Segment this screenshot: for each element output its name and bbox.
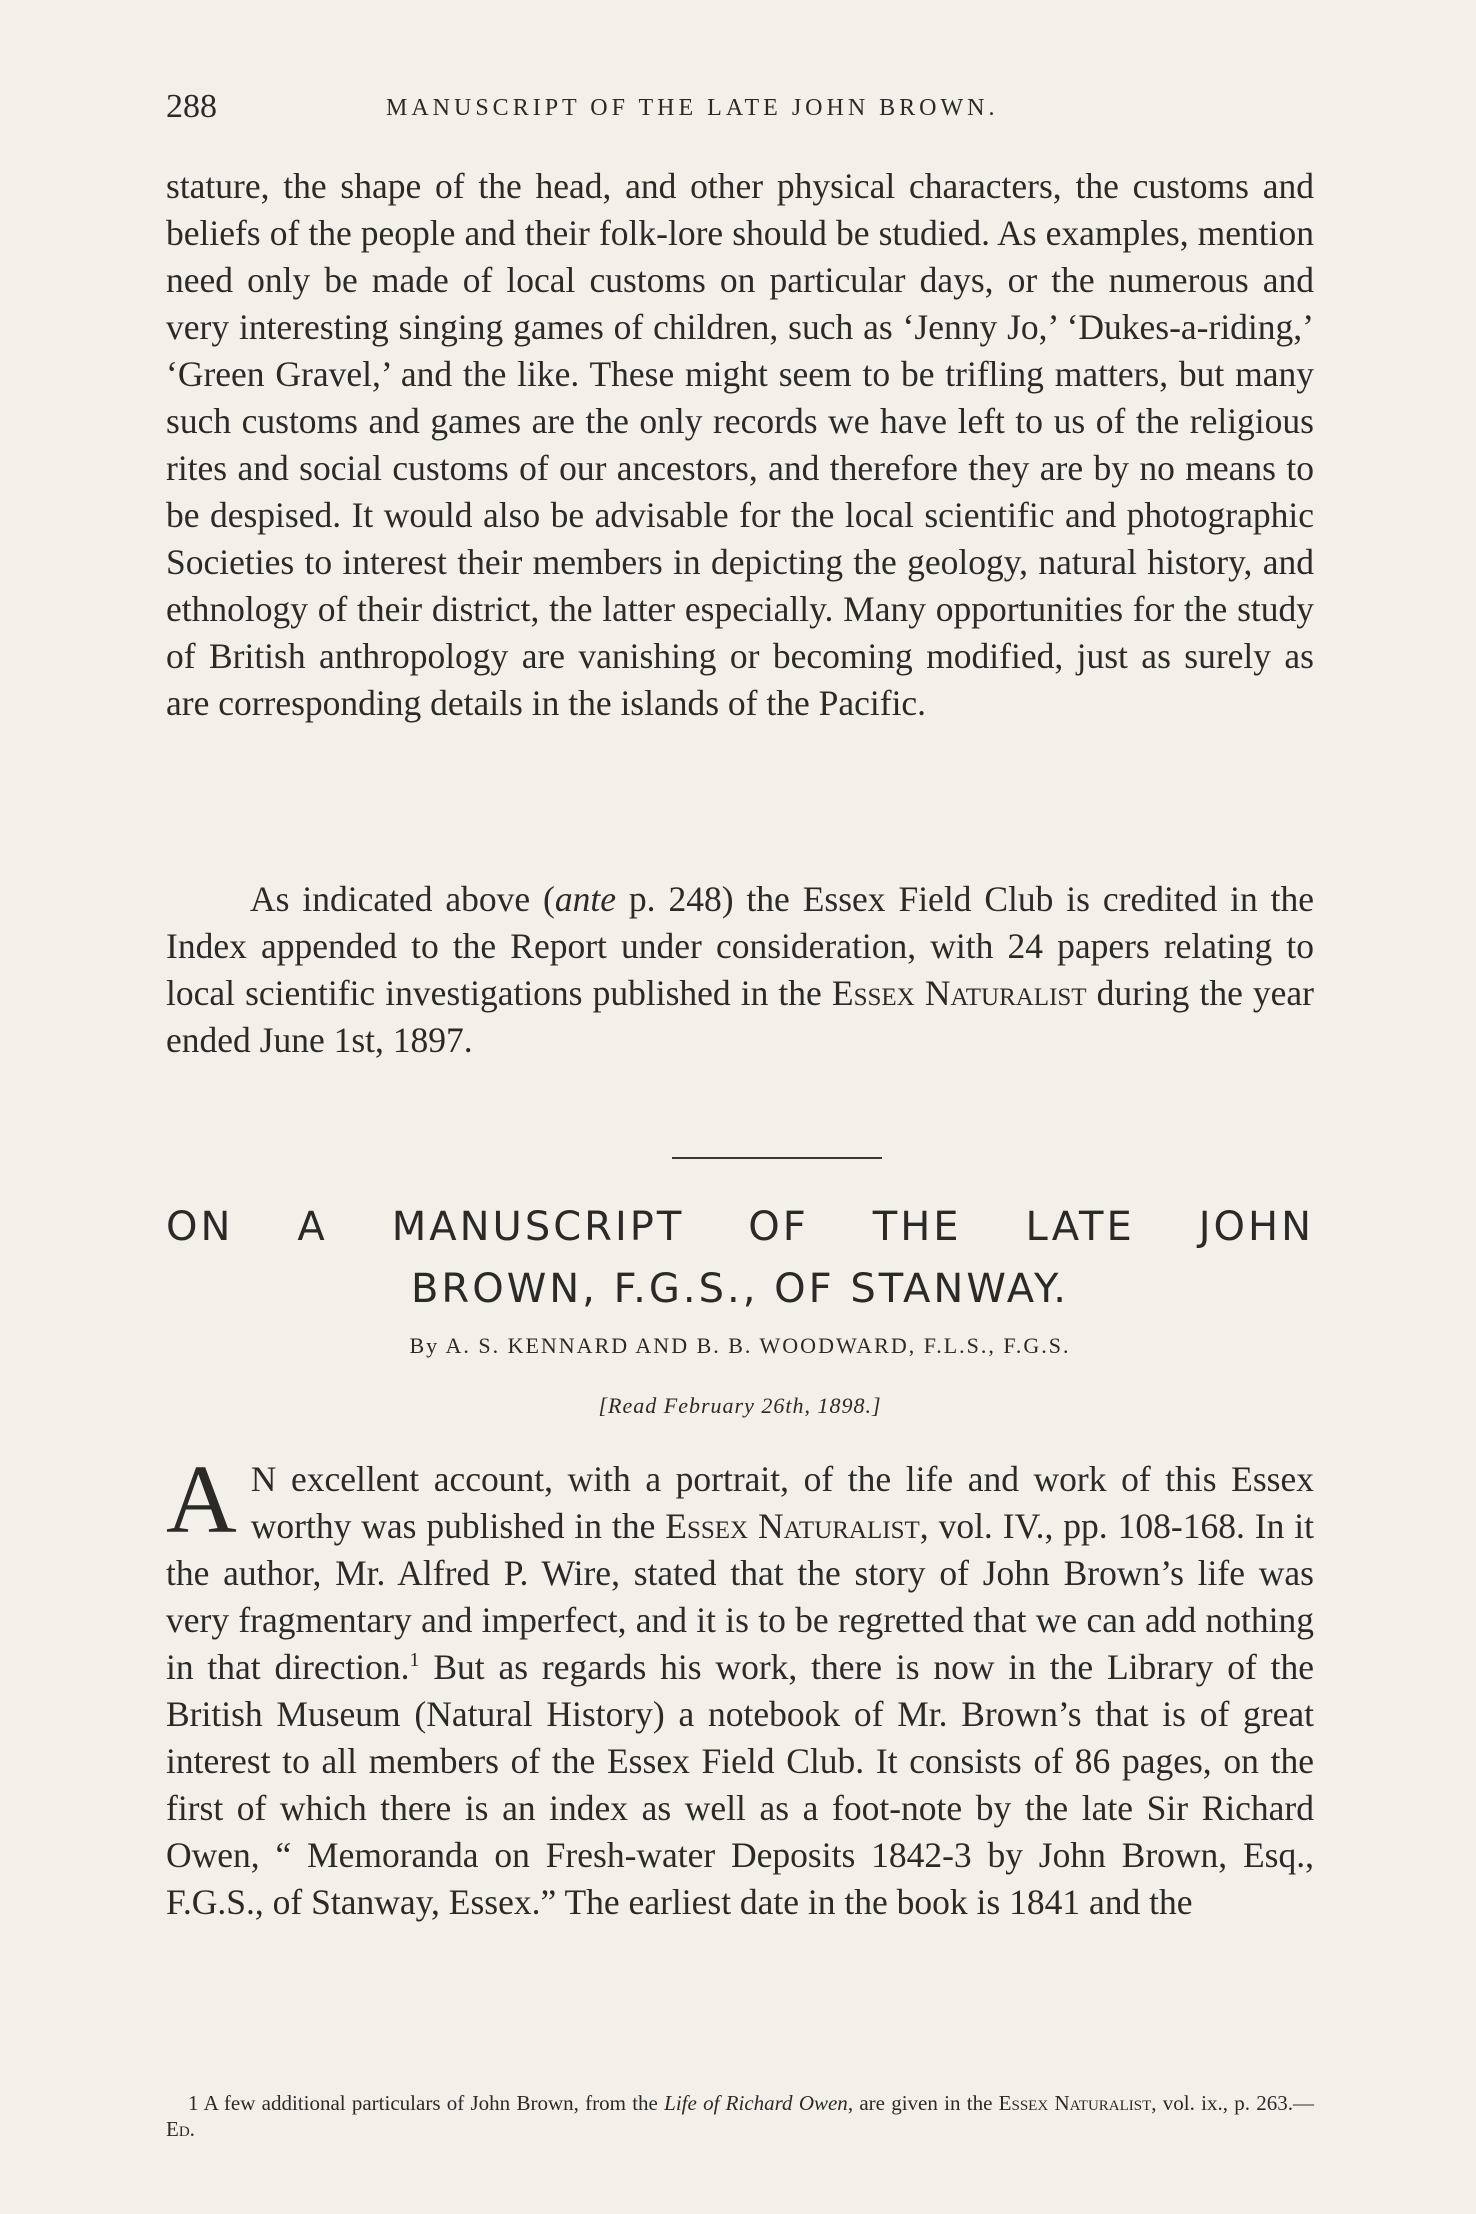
paragraph-2	[166, 876, 1314, 1064]
footnote-part-b: , are given in the	[847, 2091, 999, 2115]
footnote-part-c: , vol. ix., p. 263.—	[1151, 2091, 1315, 2115]
paragraph-2-italic: ante	[554, 879, 617, 919]
paragraph-3-part-c: But as regards his work, there is now in the Library of the British Museum (Natural History) a notebook of Mr. Brown’s that is of great interest to all members of the Essex Field Club. It consists of 86 pages, on the first of which there is an index as well as a foot-note by the late Sir Richard Owen, “ Memoranda on Fresh-water Deposits 1842-3 by John Brown, Esq., F.G.S., of Stanway, Essex.” The earliest date in the book is 1841 and the	[166, 1647, 1314, 1922]
article-byline: By A. S. KENNARD AND B. B. WOODWARD, F.L.S., F.G.S.	[409, 1333, 1071, 1358]
paragraph-2-text	[166, 876, 1314, 1064]
article-title	[166, 1196, 1314, 1320]
footnote-part-a: A few additional particulars of John Brown, from the	[198, 2091, 665, 2115]
paragraph-3-text	[166, 1446, 1314, 1926]
paragraph-3-part-a: N excellent account, with a portrait, of the life and work of this Essex worthy was published in the	[250, 1459, 1314, 1546]
paragraph-2-part-c: during the year ended June 1st, 1897.	[166, 973, 1314, 1060]
footnote	[166, 2090, 1314, 2142]
paragraph-2-journal-name: Essex Naturalist	[831, 973, 1087, 1013]
footnote-reference[interactable]: 1	[409, 1649, 420, 1672]
paragraph-3	[166, 1446, 1314, 1926]
read-date: [Read February 26th, 1898.]	[598, 1393, 882, 1418]
paragraph-1-text: stature, the shape of the head, and other physical characters, the customs and beliefs of the people and their folk-lore should be studied. As examples, mention need only be made of local customs on particular days, or the numerous and very interesting singing games of children, such as ‘Jenny Jo,’ ‘Dukes-a-riding,’ ‘Green Gravel,’ and the like. These might seem to be trifling matters, but many such customs and games are the only records we have left to us of the religious rites and social customs of our ancestors, and therefore they are by no means to be despised. It would also be advisable for the local scientific and photographic Societies to interest their members in depicting the geology, natural history, and ethnology of their district, the latter especially. Many opportunities for the study of British anthropology are vanishing or becoming modified, just as surely as are corresponding details in the islands of the Pacific.	[166, 166, 1314, 723]
footnote-italic-title: Life of Richard Owen	[664, 2091, 848, 2115]
page-number: 288	[166, 88, 217, 125]
running-head	[166, 88, 1314, 128]
section-divider	[672, 1157, 882, 1159]
paragraph-2-part-a: As indicated above (	[250, 879, 555, 919]
footnote-editor: Ed.	[166, 2117, 195, 2141]
article-title-line-1: ON A MANUSCRIPT OF THE LATE JOHN	[166, 1204, 1314, 1250]
paragraph-3-part-b: , vol. IV., pp. 108-168. In it the author, Mr. Alfred P. Wire, stated that the story of John Brown’s life was very fragmentary and imperfect, and it is to be regretted that we can add nothing in that direction.	[166, 1506, 1314, 1687]
running-title: MANUSCRIPT OF THE LATE JOHN BROWN.	[386, 95, 999, 121]
footnote-marker: 1	[188, 2091, 199, 2115]
paragraph-1	[166, 163, 1314, 727]
paragraph-2-part-b: p. 248) the Essex Field Club is credited in the Index appended to the Report under consideration, with 24 papers relating to local scientific investigations published in the	[166, 879, 1314, 1013]
paragraph-3-journal-name: Essex Naturalist	[665, 1506, 920, 1546]
article-title-line-2: BROWN, F.G.S., OF STANWAY.	[410, 1266, 1070, 1312]
drop-cap: A	[166, 1446, 237, 1554]
footnote-journal-name: Essex Naturalist	[998, 2091, 1152, 2115]
